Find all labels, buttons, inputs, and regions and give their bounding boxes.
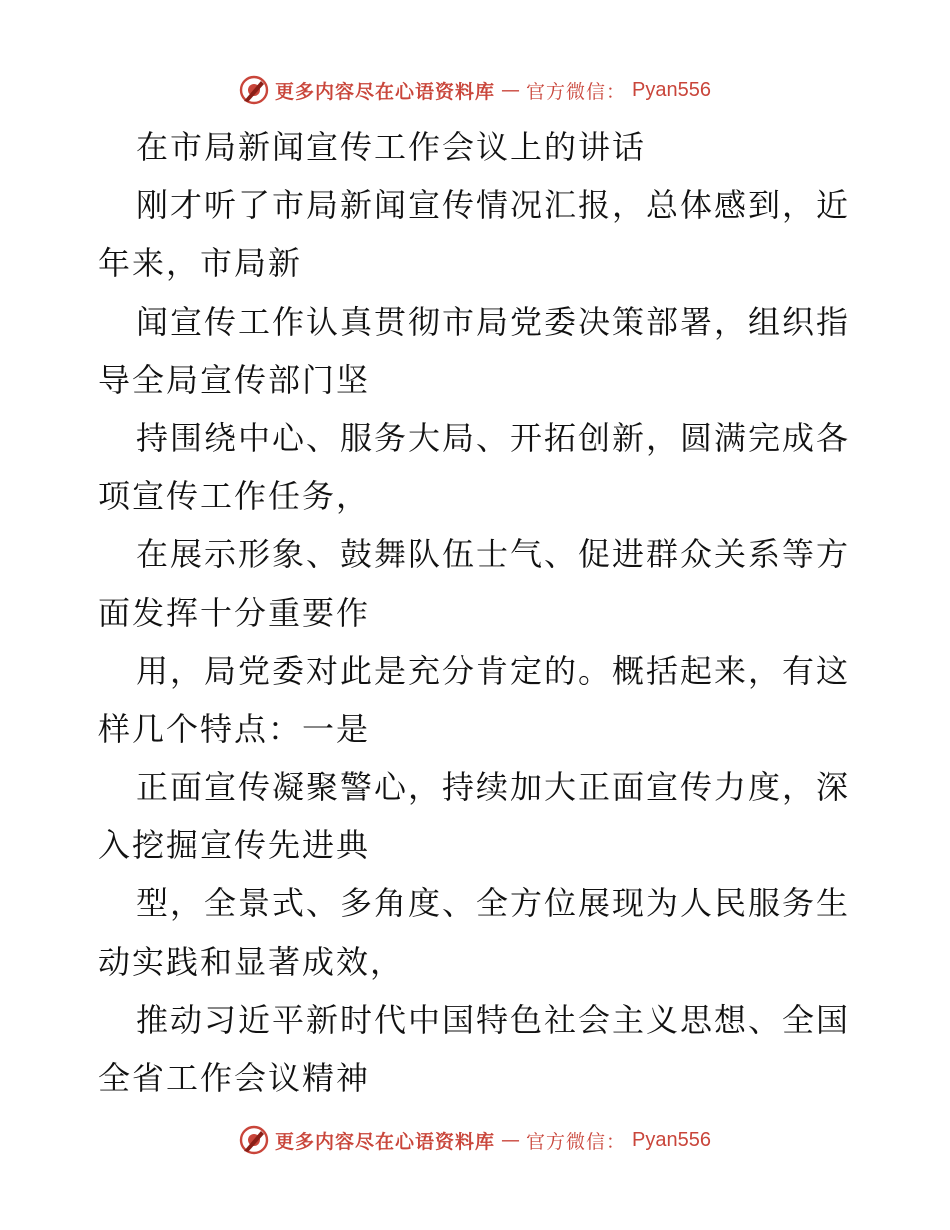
- pen-logo-icon: [239, 75, 269, 105]
- watermark-wechat-id: Pyan556: [632, 1128, 711, 1151]
- body-line: 正面宣传凝聚警心，持续加大正面宣传力度，深: [136, 768, 851, 807]
- body-line: 样几个特点：一是: [98, 709, 371, 748]
- body-line: 刚才听了市局新闻宣传情况汇报，总体感到，近: [136, 186, 851, 225]
- watermark-wechat-label: 官方微信：: [526, 1130, 627, 1153]
- body-line: 在展示形象、鼓舞队伍士气、促进群众关系等方: [136, 535, 851, 574]
- body-line: 入挖掘宣传先进典: [98, 826, 371, 865]
- watermark-wechat-label: 官方微信：: [526, 80, 627, 103]
- body-line: 闻宣传工作认真贯彻市局党委决策部署，组织指: [136, 302, 851, 341]
- body-line: 持围绕中心、服务大局、开拓创新，圆满完成各: [136, 418, 851, 457]
- body-line: 型，全景式、多角度、全方位展现为人民服务生: [136, 884, 851, 923]
- body-line: 项宣传工作任务，: [98, 477, 371, 516]
- body-line: 推动习近平新时代中国特色社会主义思想、全国: [136, 1000, 851, 1039]
- body-line: 全省工作会议精神: [98, 1059, 371, 1097]
- pen-logo-icon: [239, 1125, 269, 1155]
- document-body: [98, 118, 858, 1107]
- watermark-separator: —: [501, 79, 521, 101]
- header-watermark: [0, 70, 950, 110]
- watermark-brand: 更多内容尽在心语资料库: [275, 1130, 496, 1153]
- watermark-wechat-id: Pyan556: [632, 78, 711, 101]
- footer-watermark: [0, 1120, 950, 1160]
- body-line: 动实践和显著成效，: [98, 942, 405, 981]
- document-title: 在市局新闻宣传工作会议上的讲话: [136, 128, 647, 166]
- body-line: 面发挥十分重要作: [98, 593, 371, 632]
- watermark-brand: 更多内容尽在心语资料库: [275, 80, 496, 103]
- body-line: 年来，市局新: [98, 244, 303, 283]
- body-line: 用，局党委对此是充分肯定的。概括起来，有这: [136, 651, 851, 690]
- body-line: 导全局宣传部门坚: [98, 360, 371, 399]
- watermark-separator: —: [501, 1129, 521, 1151]
